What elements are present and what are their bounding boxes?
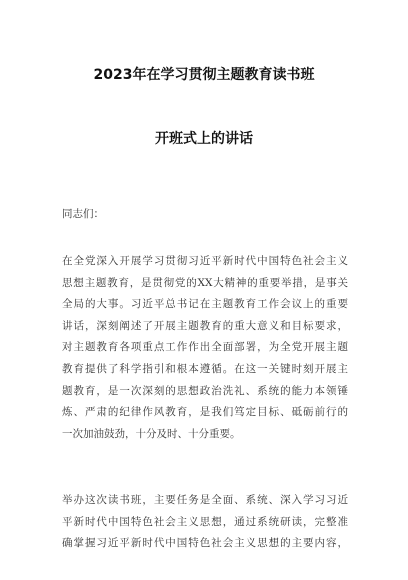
paragraph-line: 全局的大事。习近平总书记在主题教育工作会议上的重要 — [62, 298, 348, 311]
paragraph-line: 在全党深入开展学习贯彻习近平新时代中国特色社会主义 — [62, 255, 348, 267]
paragraph-line: 一次加油鼓劲，十分及时、十分重要。 — [62, 427, 241, 440]
document-title: 2023年在学习贯彻主题教育读书班 — [93, 67, 315, 83]
paragraph-line: 题教育，是一次深刻的思想政治洗礼、系统的能力本领锤 — [62, 384, 348, 397]
paragraph-line: 炼、严肃的纪律作风教育，是我们笃定目标、砥砺前行的 — [62, 406, 348, 419]
greeting: 同志们： — [62, 208, 104, 220]
paragraph — [62, 251, 348, 445]
paragraph-line: 平新时代中国特色社会主义思想，通过系统研读，完整准 — [62, 515, 348, 528]
paragraph-line: 思想主题教育，是贯彻党的XX大精神的重要举措，是事关 — [62, 276, 348, 289]
paragraph-line: 对主题教育各项重点工作作出全面部署，为全党开展主题 — [62, 341, 348, 354]
paragraph — [62, 490, 348, 555]
paragraph-line: 讲话，深刻阐述了开展主题教育的重大意义和目标要求， — [62, 319, 348, 332]
document-subtitle: 开班式上的讲话 — [155, 131, 253, 147]
paragraph-line: 教育提供了科学指引和根本遵循。在这一关键时刻开展主 — [62, 362, 348, 375]
paragraph-line: 举办这次读书班，主要任务是全面、系统、深入学习习近 — [62, 494, 348, 506]
paragraph-line: 确掌握习近平新时代中国特色社会主义思想的主要内容， — [62, 537, 348, 550]
